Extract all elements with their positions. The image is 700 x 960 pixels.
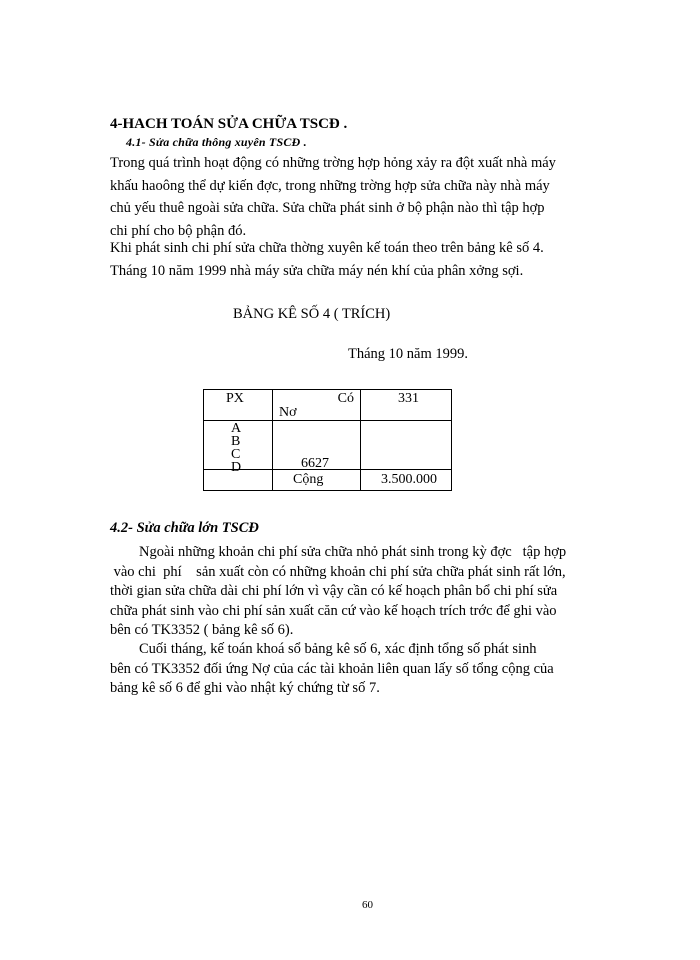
text-line: Cuối tháng, kế toán khoá sổ bảng kê số 6, xác định tổng số phát sinh: [110, 641, 537, 657]
subheading-regular-repair: 4.1- Sửa chữa thông xuyên TSCĐ .: [126, 135, 307, 149]
table-header-row: [204, 390, 452, 421]
text-line: bên có TK3352 đối ứng Nợ của các tài khoản liên quan lấy số tổng cộng của: [110, 660, 554, 677]
total-empty-cell: [204, 470, 273, 491]
header-no-label: Nơ: [279, 405, 297, 420]
paragraph-2: [110, 237, 544, 282]
header-co-label: Có: [337, 391, 354, 406]
text-line: chữa phát sinh vào chi phí sản xuất căn cứ vào kế hoạch trích trớc để ghi vào: [110, 602, 557, 619]
workshop-list: [231, 422, 241, 474]
total-value-cell: [361, 470, 452, 491]
header-px-label: PX: [226, 391, 244, 406]
amount-cell: [361, 421, 452, 470]
table-title: BẢNG KÊ SỐ 4 ( TRÍCH): [233, 306, 391, 322]
text-line: bên có TK3352 ( bảng kê số 6).: [110, 622, 294, 638]
account-code: 6627: [301, 456, 329, 471]
text-line: Tháng 10 năm 1999 nhà máy sửa chữa máy nén khí của phân xởng sợi.: [110, 262, 524, 279]
page-number: 60: [362, 899, 373, 911]
workshop-label: B: [231, 434, 241, 449]
table-row: [204, 421, 452, 470]
text-line: Trong quá trình hoạt động có những trờng hợp hỏng xảy ra đột xuất nhà máy: [110, 155, 556, 171]
subheading-major-repair: 4.2- Sửa chữa lớn TSCĐ: [110, 520, 259, 536]
account-code-cell: [273, 421, 361, 470]
text-line: chi phí cho bộ phận đó.: [110, 222, 247, 239]
table-total-row: [204, 470, 452, 491]
total-label-cell: [273, 470, 361, 491]
total-value: 3.500.000: [381, 472, 437, 487]
header-cell-co-no: [273, 390, 361, 421]
paragraph-4: [110, 640, 554, 699]
workshop-label: C: [231, 447, 241, 462]
header-cell-account: [361, 390, 452, 421]
paragraph-1: [110, 152, 556, 242]
workshop-cell: [204, 421, 273, 475]
text-line: vào chi phí sản xuất còn có những khoản chi phí sửa chữa phát sinh rất lớn,: [110, 563, 566, 580]
header-account-label: 331: [398, 391, 419, 406]
workshop-label: A: [231, 421, 242, 436]
workshop-label: D: [231, 460, 242, 475]
paragraph-3: [110, 543, 566, 641]
total-label: Cộng: [293, 472, 324, 487]
table-date: Tháng 10 năm 1999.: [348, 346, 469, 362]
text-line: khấu haoông thể dự kiến đợc, trong những trờng hợp sửa chữa này nhà máy: [110, 177, 550, 194]
text-line: Ngoài những khoản chi phí sửa chữa nhỏ phát sinh trong kỳ đợc tập hợp: [110, 544, 567, 560]
text-line: bảng kê số 6 để ghi vào nhật ký chứng từ số 7.: [110, 680, 380, 696]
text-line: Khi phát sinh chi phí sửa chữa thờng xuyên kế toán theo trên bảng kê số 4.: [110, 240, 544, 256]
section-heading: 4-HACH TOÁN SỬA CHỮA TSCĐ .: [110, 116, 348, 132]
ledger-table: [203, 389, 452, 491]
text-line: thời gian sửa chữa dài chi phí lớn vì vậy cần có kế hoạch phân bổ chi phí sửa: [110, 583, 558, 599]
text-line: chủ yếu thuê ngoài sửa chữa. Sửa chữa phát sinh ở bộ phận nào thì tập hợp: [110, 200, 545, 216]
header-cell-px: [204, 390, 273, 421]
